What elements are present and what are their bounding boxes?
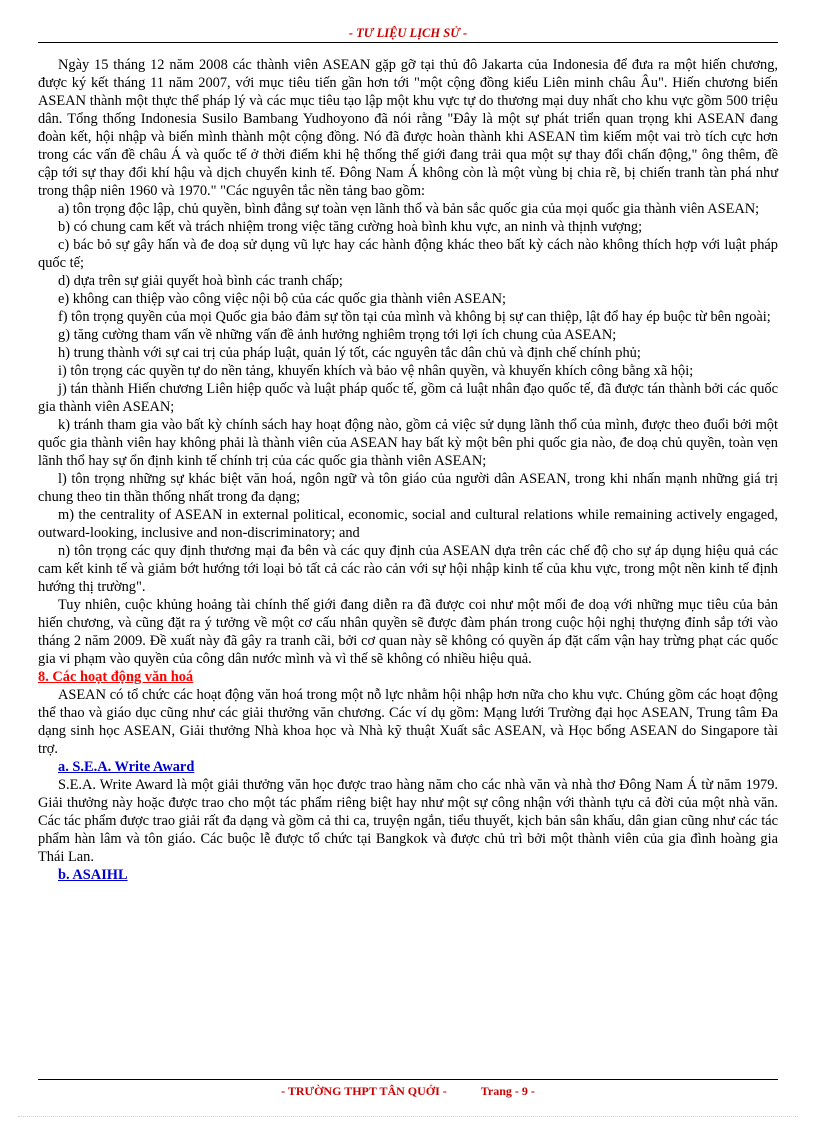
- document-body: [38, 56, 778, 884]
- principle-j: j) tán thành Hiến chương Liên hiệp quốc và luật pháp quốc tế, gồm cả luật nhân đạo quốc tế, đã được tán thành bởi các quốc gia thành viên ASEAN;: [38, 381, 778, 415]
- page-edge-divider: [18, 1116, 798, 1117]
- crisis-paragraph: Tuy nhiên, cuộc khủng hoảng tài chính thế giới đang diễn ra đã được coi như một mối đe doạ với những mục tiêu của bản hiến chương, và cũng đặt ra ý tưởng về một cơ cấu nhân quyền sẽ được đàm phán trong cuộc hội nghị thượng đỉnh sắp tới vào tháng 2 năm 2009. Đề xuất này đã gây ra tranh cãi, bởi cơ quan này sẽ không có quyền áp đặt cấm vận hay trừng phạt các quốc gia vi phạm vào quyền của công dân nước mình và vì thế sẽ không có nhiều hiệu quả.: [38, 597, 778, 667]
- principle-f: f) tôn trọng quyền của mọi Quốc gia bảo đảm sự tồn tại của mình và không bị sự can thiệp, lật đổ hay ép buộc từ bên ngoài;: [58, 309, 771, 325]
- principle-d: d) dựa trên sự giải quyết hoà bình các tranh chấp;: [58, 273, 343, 289]
- section-8b-heading: b. ASAIHL: [58, 867, 128, 883]
- principle-i: i) tôn trọng các quyền tự do nền tảng, khuyến khích và bảo vệ nhân quyền, và khuyến khích công bằng xã hội;: [58, 363, 694, 379]
- principle-h: h) trung thành với sự cai trị của pháp luật, quản lý tốt, các nguyên tắc dân chủ và định chế chính phủ;: [58, 345, 641, 361]
- principle-l: l) tôn trọng những sự khác biệt văn hoá, ngôn ngữ và tôn giáo của người dân ASEAN, trong khi nhấn mạnh những giá trị chung theo tin thần thống nhất trong đa dạng;: [38, 471, 778, 505]
- footer-school: - TRƯỜNG THPT TÂN QUỚI -: [281, 1084, 447, 1098]
- section-8-paragraph: ASEAN có tổ chức các hoạt động văn hoá trong một nỗ lực nhằm hội nhập hơn nữa cho khu vực. Chúng gồm các hoạt động thể thao và giáo dục cũng như các giải thưởng văn chương. Các ví dụ gồm: Mạng lưới Trường đại học ASEAN, Trung tâm Đa dạng sinh học ASEAN, Giải thưởng Nhà khoa học và Nhà kỹ thuật Xuất sắc ASEAN, và Học bổng ASEAN do Singapore tài trợ.: [38, 687, 778, 757]
- principle-k: k) tránh tham gia vào bất kỳ chính sách hay hoạt động nào, gồm cả việc sử dụng lãnh thổ của mình, được theo đuổi bởi một quốc gia thành viên hay không phải là thành viên của ASEAN hay bất kỳ một bên phi quốc gia nào, đe doạ chủ quyền, toàn vẹn lãnh thổ hay sự ổn định kinh tế chính trị của các quốc gia thành viên ASEAN;: [38, 417, 778, 469]
- principle-n: n) tôn trọng các quy định thương mại đa bên và các quy định của ASEAN dựa trên các chế độ cho sự áp dụng hiệu quả các cam kết kinh tế và giảm bớt hướng tới loại bỏ tất cả các rào cản với sự hội nhập kinh tế của khu vực, trong một nền kinh tế định hướng thị trường".: [38, 543, 778, 595]
- section-8a-heading: a. S.E.A. Write Award: [58, 759, 195, 775]
- principle-b: b) có chung cam kết và trách nhiệm trong việc tăng cường hoà bình khu vực, an ninh và thịnh vượng;: [58, 219, 643, 235]
- principle-a: a) tôn trọng độc lập, chủ quyền, bình đẳng sự toàn vẹn lãnh thổ và bản sắc quốc gia của mọi quốc gia thành viên ASEAN;: [58, 201, 760, 217]
- principle-c: c) bác bỏ sự gây hấn và đe doạ sử dụng vũ lực hay các hành động khác theo bất kỳ cách nào không thích hợp với luật pháp quốc tế;: [38, 237, 778, 271]
- section-8a-paragraph: S.E.A. Write Award là một giải thưởng văn học được trao hàng năm cho các nhà văn và nhà thơ Đông Nam Á từ năm 1979. Giải thưởng này hoặc được trao cho một tác phẩm riêng biệt hay như một sự công nhận với thành tựu cả đời của một nhà văn. Các tác phẩm được trao giải rất đa dạng và gồm cả thi ca, truyện ngắn, tiểu thuyết, kịch bản sân khấu, dân gian cũng như các tác phẩm hàn lâm và tôn giáo. Các buộc lễ được tổ chức tại Bangkok và được chủ trì bởi một thành viên của gia đình hoàng gia Thái Lan.: [38, 777, 778, 865]
- section-8-heading: 8. Các hoạt động văn hoá: [38, 669, 194, 685]
- page-footer: [0, 1084, 816, 1099]
- page-header: - TƯ LIỆU LỊCH SỬ -: [348, 26, 468, 40]
- principle-e: e) không can thiệp vào công việc nội bộ của các quốc gia thành viên ASEAN;: [58, 291, 506, 307]
- footer-page-number: Trang - 9 -: [480, 1084, 535, 1098]
- footer-rule: [38, 1079, 778, 1080]
- intro-paragraph: Ngày 15 tháng 12 năm 2008 các thành viên ASEAN gặp gỡ tại thủ đô Jakarta của Indonesia để đưa ra một hiến chương, được ký kết tháng 11 năm 2007, với mục tiêu tiến gần hơn tới "một cộng đồng kiểu Liên minh châu Âu". Hiến chương biến ASEAN thành một thực thể pháp lý và các mục tiêu tạo lập một khu vực tự do thương mại duy nhất cho khu vực gồm 500 triệu dân. Tổng thống Indonesia Susilo Bambang Yudhoyono đã nói rằng "Đây là một sự phát triển quan trọng khi ASEAN đang đoàn kết, hội nhập và biến mình thành một cộng đồng. Nó đã được hoàn thành khi ASEAN tìm kiếm một vai trò tích cực hơn trong các vấn đề châu Á và quốc tế ở thời điểm khi hệ thống thế giới đang trải qua một sự thay đổi chấn động," ông thêm, đề cập tới sự thay đổi khí hậu và dịch chuyển kinh tế. Đông Nam Á không còn là một vùng bị chia rẽ, bị chiến tranh tàn phá như trong thập niên 1960 và 1970." "Các nguyên tắc nền tảng bao gồm:: [38, 57, 778, 199]
- header-rule: [38, 42, 778, 43]
- principle-g: g) tăng cường tham vấn về những vấn đề ảnh hưởng nghiêm trọng tới lợi ích chung của ASEAN;: [58, 327, 617, 343]
- principle-m: m) the centrality of ASEAN in external political, economic, social and cultural relations while remaining actively engaged, outward-looking, inclusive and non-discriminatory; and: [38, 507, 778, 541]
